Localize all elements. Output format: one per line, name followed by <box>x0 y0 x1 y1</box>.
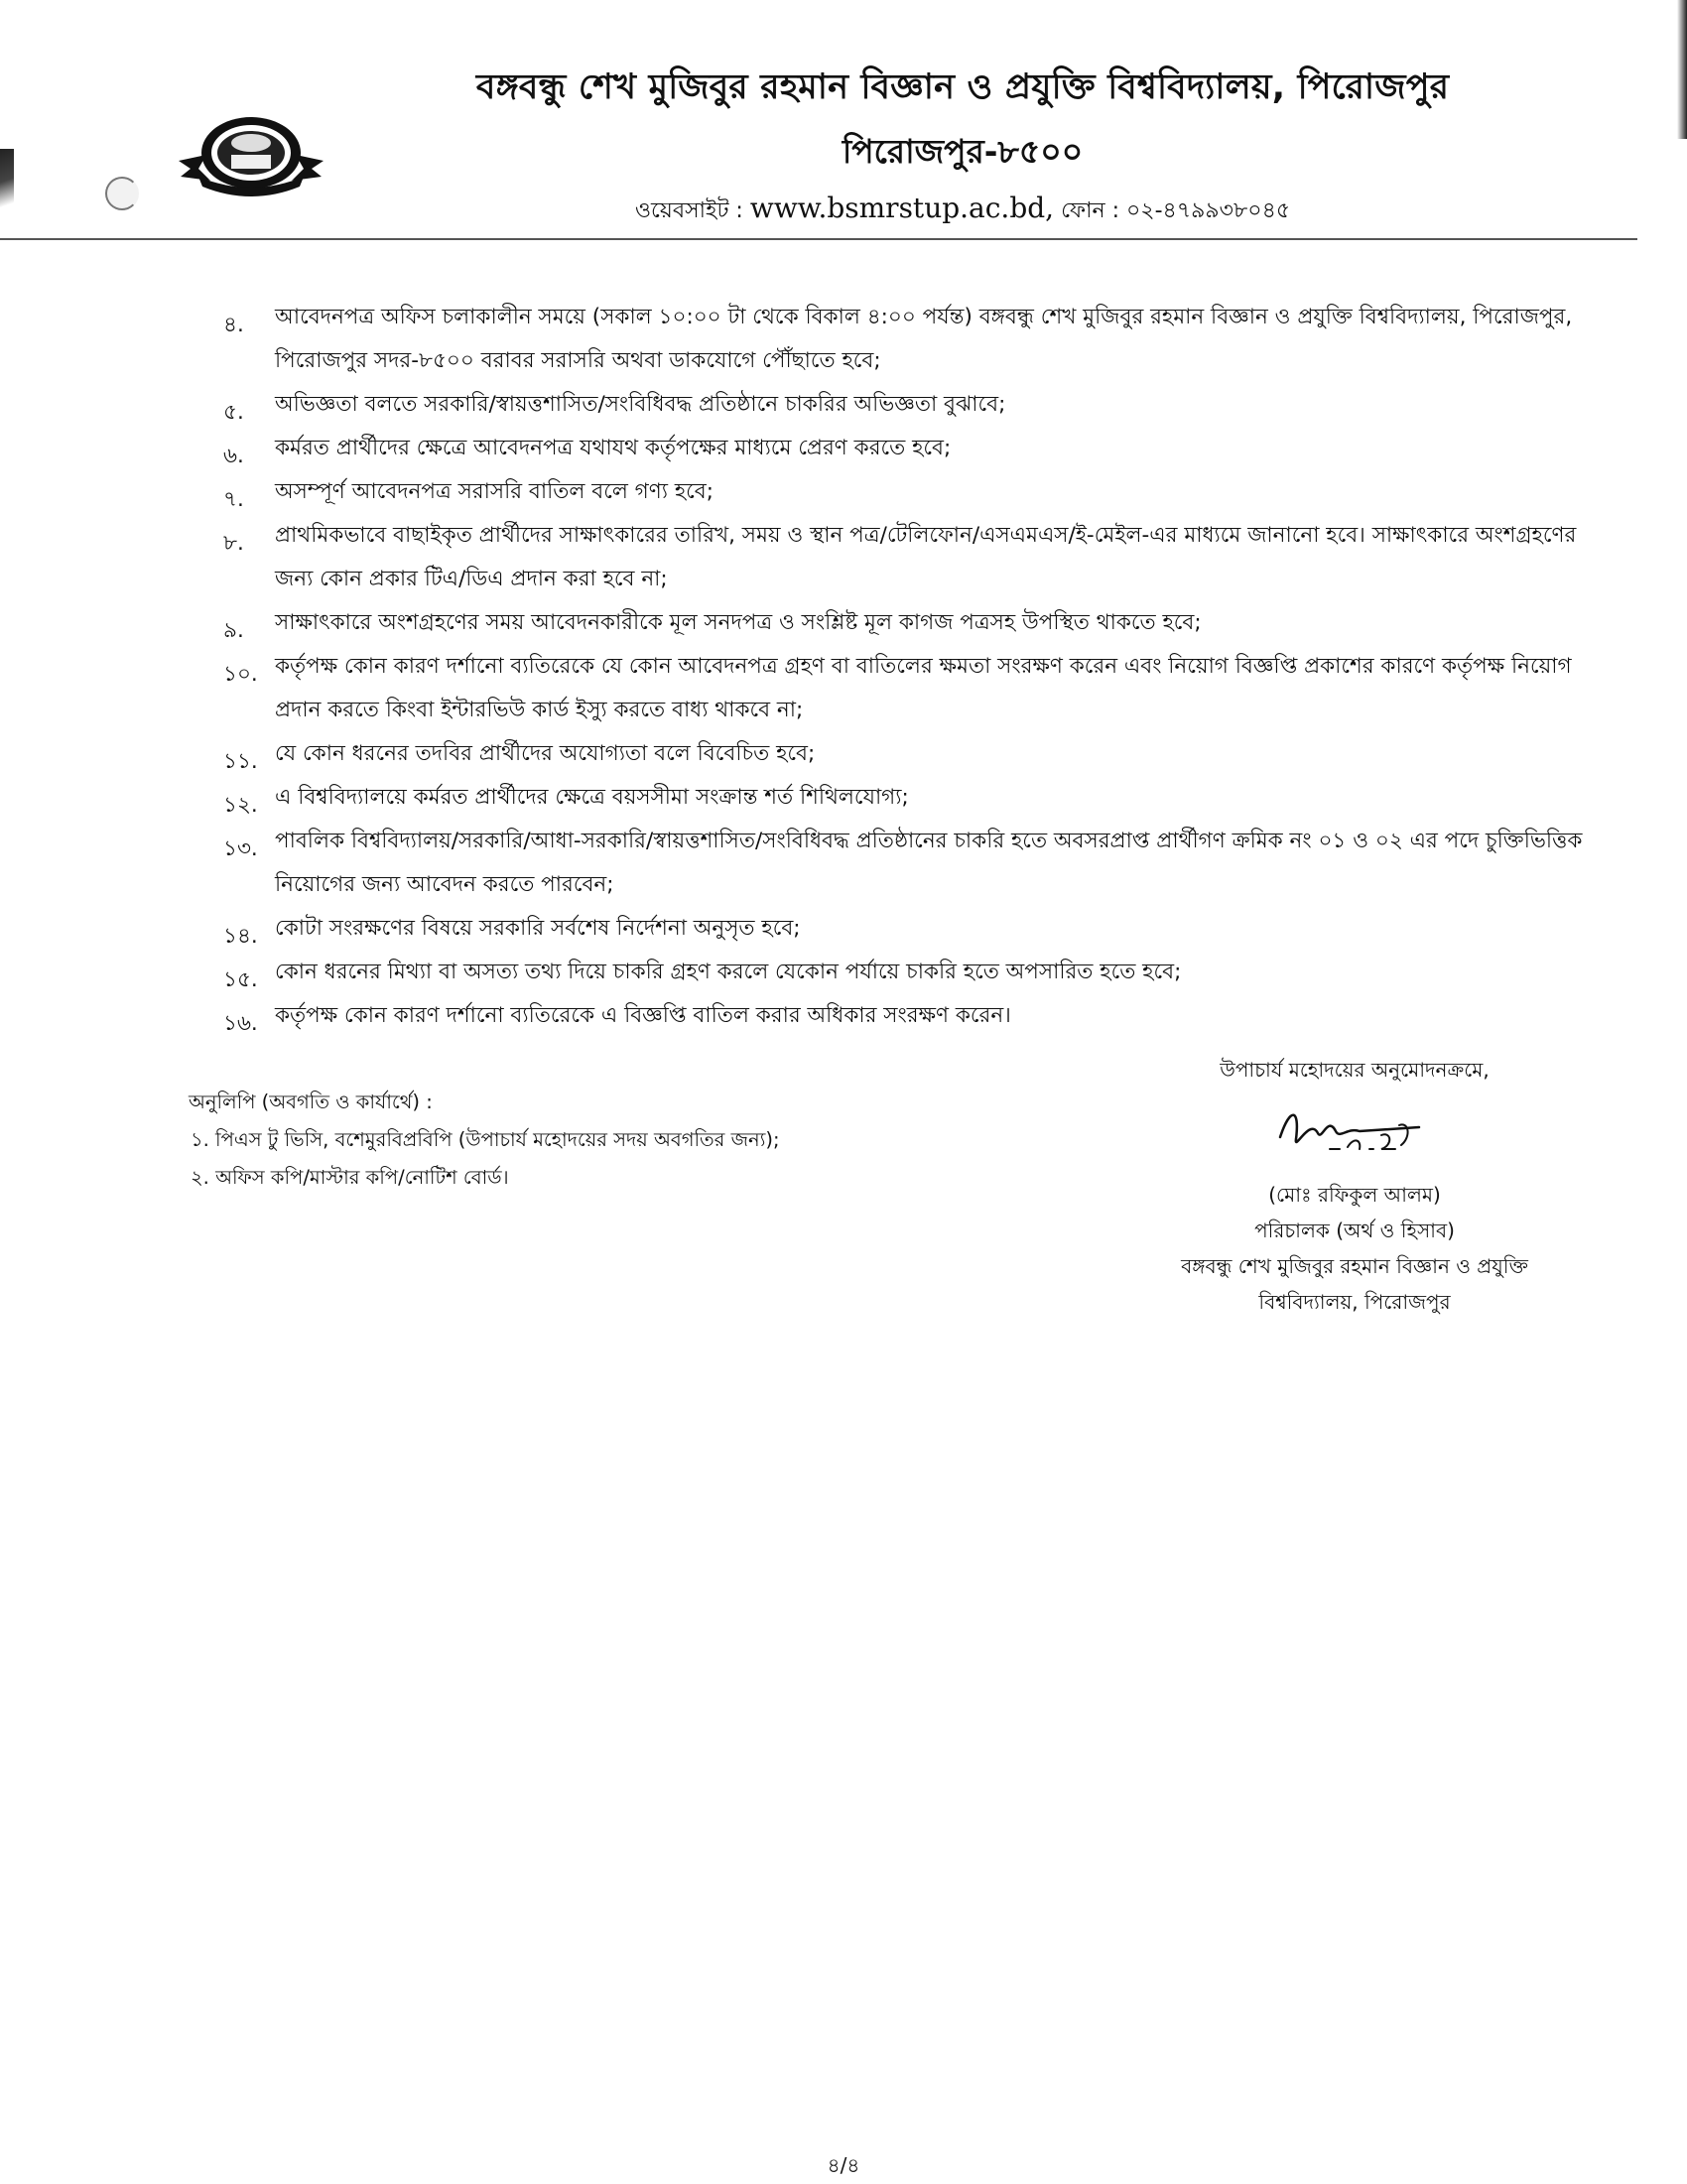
list-item: ১. পিএস টু ভিসি, বশেমুরবিপ্রবিপি (উপাচার্য মহোদয়ের সদয় অবগতির জন্য); <box>191 1128 780 1151</box>
item-text: কর্তৃপক্ষ কোন কারণ দর্শানো ব্যতিরেকে যে কোন আবেদনপত্র গ্রহণ বা বাতিলের ক্ষমতা সংরক্ষণ করেন এবং নিয়োগ বিজ্ঞপ্তি প্রকাশের কারণে কর্তৃপক্ষ নিয়োগ প্রদান করতে কিংবা ইন্টারভিউ কার্ড ইস্যু করতে বাধ্য থাকবে না; <box>275 654 1572 722</box>
approval-line: উপাচার্য মহোদয়ের অনুমোদনক্রমে, <box>1220 1058 1490 1082</box>
item-text: কর্তৃপক্ষ কোন কারণ দর্শানো ব্যতিরেকে এ বিজ্ঞপ্তি বাতিল করার অধিকার সংরক্ষণ করেন। <box>275 1003 1011 1028</box>
university-address: পিরোজপুর-৮৫০০ <box>842 132 1084 171</box>
item-text: প্রাথমিকভাবে বাছাইকৃত প্রার্থীদের সাক্ষাৎকারের তারিখ, সময় ও স্থান পত্র/টেলিফোন/এসএমএস/ই-মেইল-এর মাধ্যমে জানানো হবে। সাক্ষাৎকারে অংশগ্রহণের জন্য কোন প্রকার টিএ/ডিএ প্রদান করা হবে না; <box>275 523 1577 591</box>
header-divider <box>0 238 1637 240</box>
list-item <box>223 732 1588 776</box>
list-item <box>223 601 1588 645</box>
item-number: ৬. <box>223 444 244 468</box>
university-logo-icon <box>177 103 325 198</box>
university-name: বঙ্গবন্ধু শেখ মুজিবুর রহমান বিজ্ঞান ও প্রযুক্তি বিশ্ববিদ্যালয়, পিরোজপুর <box>475 67 1450 107</box>
item-text: সাক্ষাৎকারে অংশগ্রহণের সময় আবেদনকারীকে মূল সনদপত্র ও সংশ্লিষ্ট মূল কাগজ পত্রসহ উপস্থিত থাকতে হবে; <box>275 610 1202 635</box>
signatory-designation: পরিচালক (অর্থ ও হিসাব) <box>1254 1219 1455 1242</box>
item-number: ৮. <box>223 531 244 556</box>
list-item <box>223 994 1588 1038</box>
item-text: অসম্পূর্ণ আবেদনপত্র সরাসরি বাতিল বলে গণ্য হবে; <box>275 479 714 504</box>
signature <box>1121 1097 1588 1177</box>
phone-number: ০২-৪৭৯৯৩৮০৪৫ <box>1126 198 1291 223</box>
list-item <box>223 776 1588 820</box>
letterhead <box>337 60 1588 230</box>
signature-block <box>1121 1052 1588 1320</box>
item-number: ১১. <box>223 749 258 774</box>
website-label: ওয়েবসাইট : <box>634 198 743 223</box>
handwritten-signature-icon <box>1270 1097 1459 1167</box>
item-number: ৪. <box>223 313 244 337</box>
item-text: কোন ধরনের মিথ্যা বা অসত্য তথ্য দিয়ে চাকরি গ্রহণ করলে যেকোন পর্যায়ে চাকরি হতে অপসারিত হতে হবে; <box>275 960 1182 984</box>
conditions-list <box>223 296 1588 1038</box>
item-number: ১৬. <box>223 1011 258 1036</box>
item-number: ১৩. <box>223 836 258 861</box>
item-text: আবেদনপত্র অফিস চলাকালীন সময়ে (সকাল ১০:০০ টা থেকে বিকাল ৪:০০ পর্যন্ত) বঙ্গবন্ধু শেখ মুজিবুর রহমান বিজ্ঞান ও প্রযুক্তি বিশ্ববিদ্যালয়, পিরোজপুর, পিরোজপুর সদর-৮৫০০ বরাবর সরাসরি অথবা ডাকযোগে পৌঁছাতে হবে; <box>275 305 1573 373</box>
contact-line <box>337 192 1588 230</box>
item-number: ৭. <box>223 487 244 512</box>
copies-heading: অনুলিপি (অবগতি ও কার্যার্থে) : <box>189 1091 433 1113</box>
list-item <box>223 296 1588 383</box>
item-text: কোটা সংরক্ষণের বিষয়ে সরকারি সর্বশেষ নির্দেশনা অনুসৃত হবে; <box>275 916 801 941</box>
page-edge-shadow <box>1677 0 1687 139</box>
phone-label: ফোন : <box>1061 198 1119 223</box>
page-number: ৪/৪ <box>827 2153 860 2177</box>
item-number: ১৫. <box>223 967 258 992</box>
signatory-org-line-1: বঙ্গবন্ধু শেখ মুজিবুর রহমান বিজ্ঞান ও প্রযুক্তি <box>1181 1254 1528 1278</box>
list-item <box>223 951 1588 994</box>
item-text: যে কোন ধরনের তদবির প্রার্থীদের অযোগ্যতা বলে বিবেচিত হবে; <box>275 741 816 766</box>
list-item <box>223 820 1588 907</box>
list-item <box>223 907 1588 951</box>
list-item <box>223 514 1588 601</box>
list-item: ২. অফিস কপি/মাস্টার কপি/নোটিশ বোর্ড। <box>191 1166 509 1189</box>
item-number: ৯. <box>223 618 244 643</box>
list-item <box>223 645 1588 732</box>
item-number: ১৪. <box>223 924 258 949</box>
item-text: কর্মরত প্রার্থীদের ক্ষেত্রে আবেদনপত্র যথাযথ কর্তৃপক্ষের মাধ্যমে প্রেরণ করতে হবে; <box>275 436 952 460</box>
scan-corner-mark <box>0 149 14 228</box>
signatory-org-line-2: বিশ্ববিদ্যালয়, পিরোজপুর <box>1258 1290 1451 1314</box>
punch-hole <box>105 177 139 210</box>
list-item <box>223 383 1588 427</box>
copy-distribution <box>189 1084 780 1197</box>
item-text: এ বিশ্ববিদ্যালয়ে কর্মরত প্রার্থীদের ক্ষেত্রে বয়সসীমা সংক্রান্ত শর্ত শিথিলযোগ্য; <box>275 785 909 810</box>
item-number: ১০. <box>223 662 258 687</box>
item-text: অভিজ্ঞতা বলতে সরকারি/স্বায়ত্তশাসিত/সংবিধিবদ্ধ প্রতিষ্ঠানে চাকরির অভিজ্ঞতা বুঝাবে; <box>275 392 1006 417</box>
list-item <box>223 427 1588 470</box>
item-number: ১২. <box>223 793 258 818</box>
list-item <box>223 470 1588 514</box>
item-text: পাবলিক বিশ্ববিদ্যালয়/সরকারি/আধা-সরকারি/স্বায়ত্তশাসিত/সংবিধিবদ্ধ প্রতিষ্ঠানের চাকরি হতে অবসরপ্রাপ্ত প্রার্থীগণ ক্রমিক নং ০১ ও ০২ এর পদে চুক্তিভিত্তিক নিয়োগের জন্য আবেদন করতে পারবেন; <box>275 829 1583 897</box>
signatory-name: (মোঃ রফিকুল আলম) <box>1268 1183 1441 1207</box>
item-number: ৫. <box>223 400 244 425</box>
website-link[interactable]: www.bsmrstup.ac.bd, <box>749 192 1055 224</box>
